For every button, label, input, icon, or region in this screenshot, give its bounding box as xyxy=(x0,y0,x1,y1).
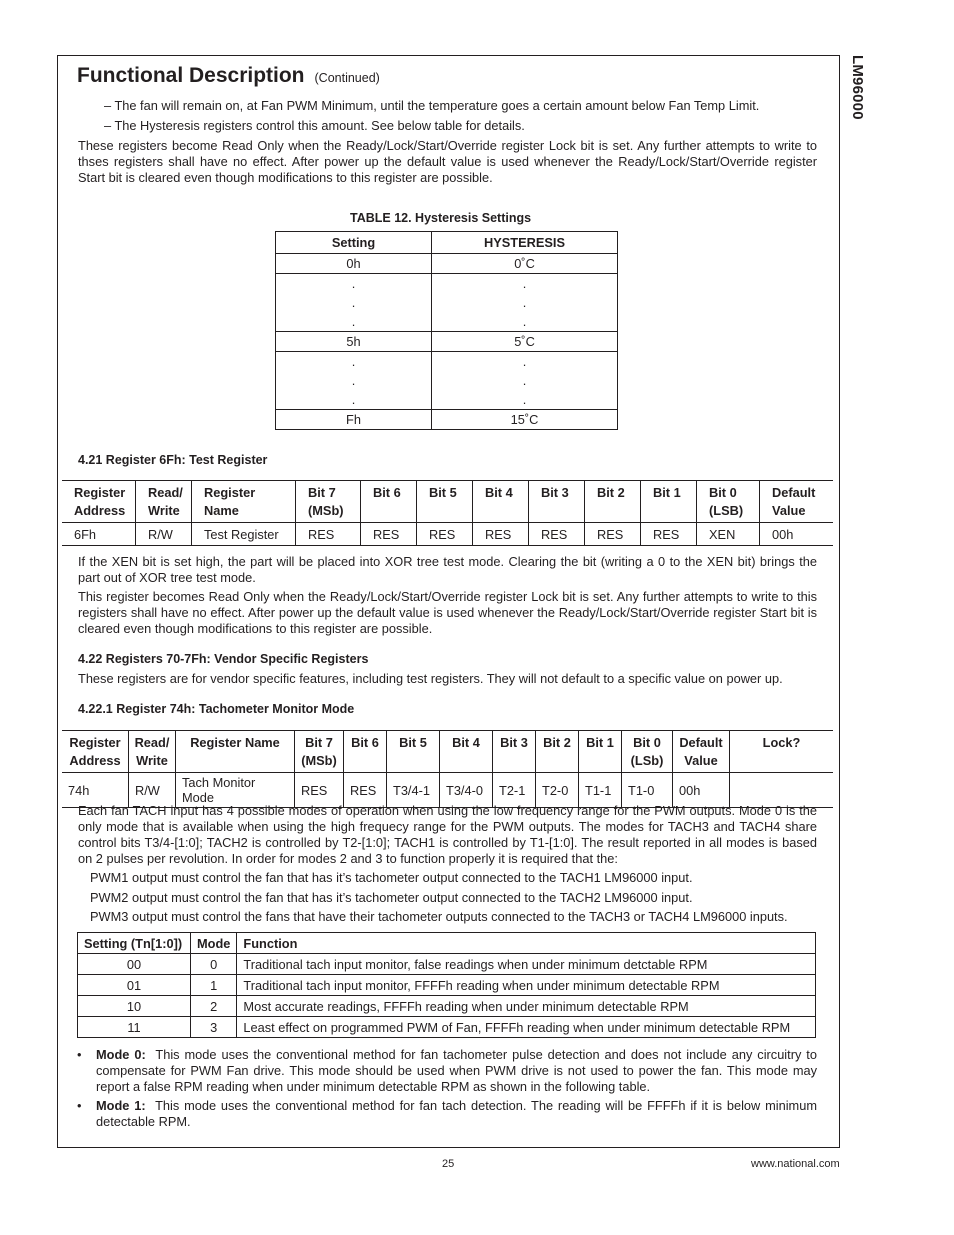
bullet-text: This mode uses the conventional method for fan tachometer pulse detection and does not include any circuitry to compensate for PWM Fan drive. This mode should be used when PWM drive is not used to power the fan. This mode may report a false RPM reading when under minimum detectable RPM as shown in the following table. xyxy=(96,1047,817,1094)
col-header: Bit 4 xyxy=(440,731,493,773)
website-link[interactable]: www.national.com xyxy=(751,1158,840,1170)
col-header-mode: Mode xyxy=(191,933,237,954)
table-header-row xyxy=(78,933,816,954)
col-header: Lock? xyxy=(730,731,834,773)
col-header: Register Name xyxy=(176,731,295,773)
table-cell: RES xyxy=(361,523,417,546)
continued-label: (Continued) xyxy=(314,71,380,85)
tach-monitor-register-table xyxy=(62,730,833,808)
table-cell: R/W xyxy=(129,773,176,808)
mode-cell: 3 xyxy=(191,1017,237,1038)
col-header: Bit 5 xyxy=(417,481,473,523)
col-header-hysteresis: HYSTERESIS xyxy=(432,232,618,254)
xen-paragraph: If the XEN bit is set high, the part will be placed into XOR tree test mode. Clearing the bit (writing a 0 to the XEN bit) brings the part out of XOR tree test mode. xyxy=(78,554,817,585)
bullet-icon: • xyxy=(77,1047,82,1062)
col-header: Register Address xyxy=(62,481,136,523)
table-row xyxy=(276,254,618,274)
col-header: Bit 0 (LSB) xyxy=(697,481,760,523)
col-header: Default Value xyxy=(760,481,834,523)
setting-cell: 10 xyxy=(78,996,191,1017)
col-header: Bit 0 (LSb) xyxy=(622,731,673,773)
mode-cell: 0 xyxy=(191,954,237,975)
col-header: Bit 5 xyxy=(387,731,440,773)
setting-cell: 5h xyxy=(276,332,432,352)
table-cell: Tach Monitor Mode xyxy=(176,773,295,808)
function-cell: Most accurate readings, FFFFh reading when under minimum detectable RPM xyxy=(237,996,816,1017)
bullet-icon: • xyxy=(77,1098,82,1113)
col-header: Default Value xyxy=(673,731,730,773)
col-header: Read/ Write xyxy=(129,731,176,773)
col-header: Register Name xyxy=(192,481,296,523)
bullet-label: Mode 0: xyxy=(96,1047,146,1062)
table-cell: T3/4-0 xyxy=(440,773,493,808)
section-title xyxy=(77,64,380,88)
section-4-22-1-heading: 4.22.1 Register 74h: Tachometer Monitor Mode xyxy=(78,702,355,716)
table-cell: RES xyxy=(295,773,344,808)
table-row xyxy=(62,523,833,546)
dash-item-2: – The Hysteresis registers control this amount. See below table for details. xyxy=(104,118,525,133)
pwm3-requirement: PWM3 output must control the fans that have their tachometer outputs connected to the TACH3 or TACH4 LM96000 inputs. xyxy=(90,909,788,924)
ellipsis-cell: . . . xyxy=(276,352,432,410)
function-cell: Least effect on programmed PWM of Fan, FFFFh reading when under minimum detectable RPM xyxy=(237,1017,816,1038)
part-number: LM96000 xyxy=(849,55,866,120)
table-cell: 00h xyxy=(760,523,834,546)
col-header: Register Address xyxy=(62,731,129,773)
ellipsis-cell: . . . xyxy=(276,274,432,332)
table-row xyxy=(78,975,816,996)
col-header: Bit 3 xyxy=(529,481,585,523)
table-cell: T3/4-1 xyxy=(387,773,440,808)
table-cell: T2-1 xyxy=(493,773,536,808)
table-cell: 6Fh xyxy=(62,523,136,546)
table-cell: RES xyxy=(641,523,697,546)
col-header: Bit 7 (MSb) xyxy=(296,481,361,523)
section-4-22-heading: 4.22 Registers 70-7Fh: Vendor Specific Registers xyxy=(78,652,369,666)
col-header: Bit 1 xyxy=(579,731,622,773)
col-header: Bit 2 xyxy=(536,731,579,773)
table-header-row xyxy=(62,731,833,773)
ellipsis-cell: . . . xyxy=(432,352,618,410)
mode0-bullet xyxy=(77,1047,817,1095)
hysteresis-cell: 15˚C xyxy=(432,410,618,430)
table-cell: Test Register xyxy=(192,523,296,546)
pwm1-requirement: PWM1 output must control the fan that has it’s tachometer output connected to the TACH1 LM96000 input. xyxy=(90,870,693,885)
table-cell: RES xyxy=(529,523,585,546)
function-cell: Traditional tach input monitor, FFFFh reading when under minimum detectable RPM xyxy=(237,975,816,996)
mode-cell: 1 xyxy=(191,975,237,996)
table-cell: 00h xyxy=(673,773,730,808)
table-row xyxy=(276,332,618,352)
ellipsis-cell: . . . xyxy=(432,274,618,332)
col-header: Read/ Write xyxy=(136,481,192,523)
table-cell: XEN xyxy=(697,523,760,546)
col-header-function: Function xyxy=(237,933,816,954)
col-header: Bit 6 xyxy=(361,481,417,523)
side-part-label xyxy=(846,55,870,125)
table-row xyxy=(78,996,816,1017)
table-header-row xyxy=(276,232,618,254)
col-header: Bit 2 xyxy=(585,481,641,523)
ellipsis-row xyxy=(276,352,618,410)
vendor-paragraph: These registers are for vendor specific features, including test registers. They will not default to a specific value on power up. xyxy=(78,671,783,686)
table-cell: T1-1 xyxy=(579,773,622,808)
dash-item-1: – The fan will remain on, at Fan PWM Minimum, until the temperature goes a certain amount below Fan Temp Limit. xyxy=(104,98,760,113)
test-register-table xyxy=(62,480,833,546)
bullet-label: Mode 1: xyxy=(96,1098,146,1113)
pwm2-requirement: PWM2 output must control the fan that has it’s tachometer output connected to the TACH2 LM96000 input. xyxy=(90,890,693,905)
hysteresis-cell: 5˚C xyxy=(432,332,618,352)
tach-mode-table xyxy=(77,932,816,1038)
col-header: Bit 6 xyxy=(344,731,387,773)
setting-cell: 11 xyxy=(78,1017,191,1038)
table-row xyxy=(276,410,618,430)
page-number: 25 xyxy=(442,1158,455,1170)
setting-cell: 0h xyxy=(276,254,432,274)
col-header: Bit 4 xyxy=(473,481,529,523)
table-row xyxy=(78,1017,816,1038)
mode1-bullet xyxy=(77,1098,817,1130)
bullet-text: This mode uses the conventional method for fan tach detection. The reading will be FFFFh if it is below minimum detectable RPM. xyxy=(96,1098,817,1129)
hysteresis-table xyxy=(275,231,618,430)
col-header: Bit 1 xyxy=(641,481,697,523)
table-cell: T2-0 xyxy=(536,773,579,808)
col-header-setting: Setting xyxy=(276,232,432,254)
table-cell: RES xyxy=(585,523,641,546)
test-register-readonly-paragraph: This register becomes Read Only when the Ready/Lock/Start/Override register Lock bit is set. Any further attempts to write to this registers shall have no effect. After power up the default value is used whenever the Ready/Lock/Start/Override register Start bit is cleared even though modifications to this register are possible. xyxy=(78,589,817,636)
table-cell: RES xyxy=(473,523,529,546)
table-cell: RES xyxy=(417,523,473,546)
table-header-row xyxy=(62,481,833,523)
col-header: Bit 3 xyxy=(493,731,536,773)
table-cell: 74h xyxy=(62,773,129,808)
page-title: Functional Description xyxy=(77,64,305,87)
ellipsis-row xyxy=(276,274,618,332)
tach-modes-paragraph: Each fan TACH input has 4 possible modes of operation when using the low frequency range for the PWM outputs. Mode 0 is the only mode that is available when using the high frequecy range for the PWM outputs. The modes for TACH3 and TACH4 share control bits T3/4-[1:0]; TACH2 is controlled by T2-[1:0]; TACH1 is controlled by T1-[1:0]. The result reported in all modes is based on 2 pulses per revolution. In order for modes 2 and 3 to function properly it is required that the: xyxy=(78,803,817,866)
section-4-21-heading: 4.21 Register 6Fh: Test Register xyxy=(78,453,268,467)
intro-paragraph: These registers become Read Only when the Ready/Lock/Start/Override register Lock bit is set. Any further attempts to write to thses registers shall have no effect. After power up the default value is used whenever the Ready/Lock/Start/Override register Start bit is cleared even though modifications to this register are possible. xyxy=(78,138,817,185)
col-header-setting: Setting (Tn[1:0]) xyxy=(78,933,191,954)
table-row xyxy=(78,954,816,975)
table12-caption: TABLE 12. Hysteresis Settings xyxy=(350,211,532,225)
table-cell: R/W xyxy=(136,523,192,546)
table-cell: RES xyxy=(296,523,361,546)
function-cell: Traditional tach input monitor, false readings when under minimum detctable RPM xyxy=(237,954,816,975)
setting-cell: 00 xyxy=(78,954,191,975)
setting-cell: 01 xyxy=(78,975,191,996)
hysteresis-cell: 0˚C xyxy=(432,254,618,274)
table-cell: RES xyxy=(344,773,387,808)
col-header: Bit 7 (MSb) xyxy=(295,731,344,773)
mode-cell: 2 xyxy=(191,996,237,1017)
table-cell: T1-0 xyxy=(622,773,673,808)
setting-cell: Fh xyxy=(276,410,432,430)
